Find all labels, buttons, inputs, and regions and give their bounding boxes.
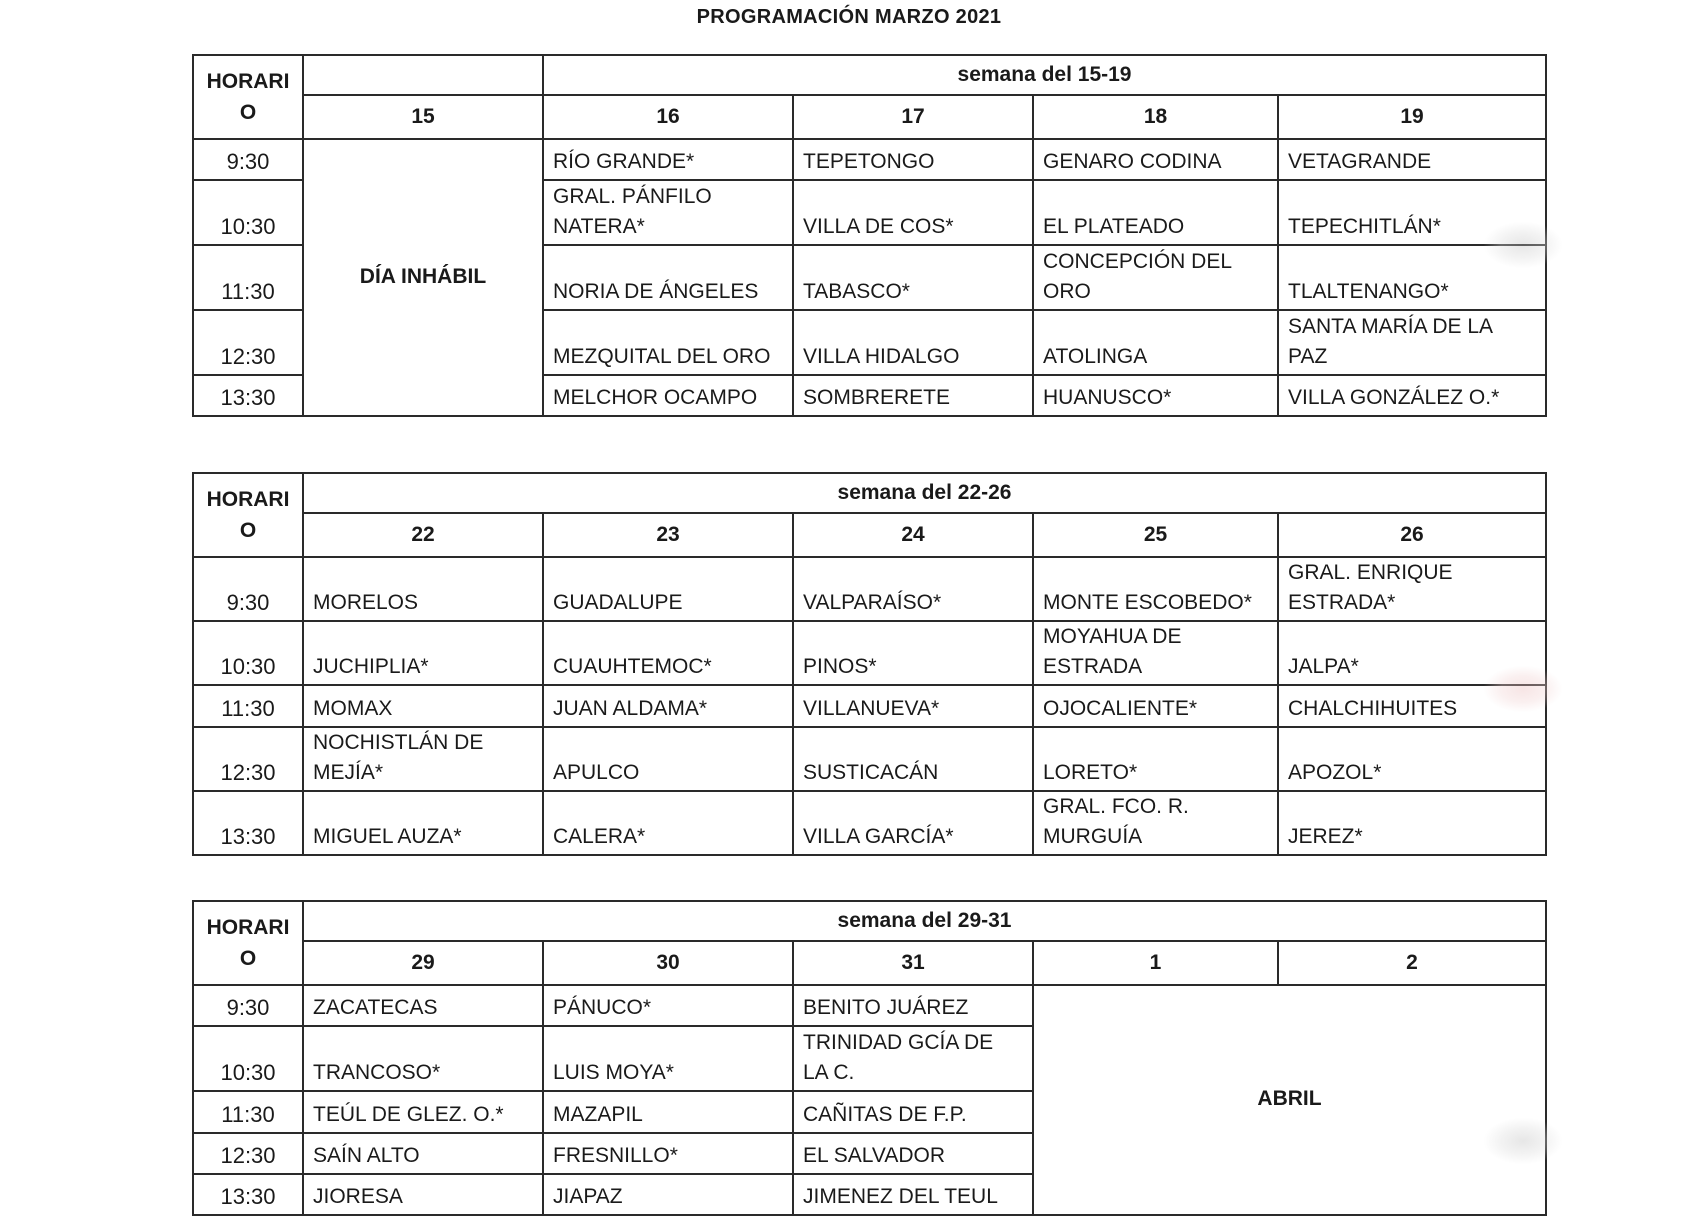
day-header: 23 [543, 513, 793, 557]
schedule-cell: SANTA MARÍA DE LA PAZ [1278, 310, 1546, 375]
week-label: semana del 15-19 [543, 55, 1546, 95]
schedule-cell: MOYAHUA DE ESTRADA [1033, 621, 1278, 685]
schedule-cell: GUADALUPE [543, 557, 793, 621]
holiday-cell: DÍA INHÁBIL [303, 139, 543, 416]
schedule-cell: JUCHIPLIA* [303, 621, 543, 685]
schedule-cell: FRESNILLO* [543, 1133, 793, 1174]
schedule-cell: APULCO [543, 727, 793, 791]
day-header: 31 [793, 941, 1033, 985]
time-cell: 13:30 [193, 791, 303, 855]
day-header: 26 [1278, 513, 1546, 557]
schedule-cell: GRAL. PÁNFILO NATERA* [543, 180, 793, 245]
schedule-cell: JIAPAZ [543, 1174, 793, 1215]
stamp-mark [1484, 222, 1562, 268]
april-cell: ABRIL [1033, 985, 1546, 1215]
schedule-cell: TRINIDAD GCÍA DE LA C. [793, 1026, 1033, 1091]
time-cell: 11:30 [193, 1091, 303, 1133]
schedule-cell: RÍO GRANDE* [543, 139, 793, 180]
schedule-cell: GRAL. FCO. R. MURGUÍA [1033, 791, 1278, 855]
schedule-cell: MONTE ESCOBEDO* [1033, 557, 1278, 621]
stamp-mark [1484, 1118, 1562, 1164]
schedule-cell: ZACATECAS [303, 985, 543, 1026]
schedule-cell: MEZQUITAL DEL ORO [543, 310, 793, 375]
time-cell: 12:30 [193, 1133, 303, 1174]
time-cell: 10:30 [193, 621, 303, 685]
day-header: 1 [1033, 941, 1278, 985]
schedule-cell: PÁNUCO* [543, 985, 793, 1026]
schedule-cell: CAÑITAS DE F.P. [793, 1091, 1033, 1133]
schedule-cell: TEPETONGO [793, 139, 1033, 180]
schedule-cell: BENITO JUÁREZ [793, 985, 1033, 1026]
schedule-cell: APOZOL* [1278, 727, 1546, 791]
time-cell: 13:30 [193, 1174, 303, 1215]
time-cell: 11:30 [193, 685, 303, 727]
schedule-cell: SUSTICACÁN [793, 727, 1033, 791]
day-header: 17 [793, 95, 1033, 139]
day-header: 16 [543, 95, 793, 139]
schedule-cell: VILLANUEVA* [793, 685, 1033, 727]
schedule-cell: TEPECHITLÁN* [1278, 180, 1546, 245]
time-cell: 13:30 [193, 375, 303, 416]
schedule-cell: JEREZ* [1278, 791, 1546, 855]
schedule-table-week-1 [192, 54, 1547, 417]
schedule-cell: VETAGRANDE [1278, 139, 1546, 180]
time-cell: 9:30 [193, 139, 303, 180]
schedule-cell: PINOS* [793, 621, 1033, 685]
schedule-cell: OJOCALIENTE* [1033, 685, 1278, 727]
schedule-cell: VILLA GARCÍA* [793, 791, 1033, 855]
schedule-cell: JIMENEZ DEL TEUL [793, 1174, 1033, 1215]
schedule-cell: JIORESA [303, 1174, 543, 1215]
schedule-table-week-2 [192, 472, 1547, 856]
time-cell: 10:30 [193, 1026, 303, 1091]
schedule-cell: JUAN ALDAMA* [543, 685, 793, 727]
schedule-cell: VILLA DE COS* [793, 180, 1033, 245]
schedule-cell: VALPARAÍSO* [793, 557, 1033, 621]
schedule-cell: CALERA* [543, 791, 793, 855]
schedule-cell: TABASCO* [793, 245, 1033, 310]
schedule-cell: SOMBRERETE [793, 375, 1033, 416]
schedule-cell: GRAL. ENRIQUE ESTRADA* [1278, 557, 1546, 621]
day-header: 25 [1033, 513, 1278, 557]
schedule-cell: HUANUSCO* [1033, 375, 1278, 416]
schedule-cell: MELCHOR OCAMPO [543, 375, 793, 416]
schedule-cell: TRANCOSO* [303, 1026, 543, 1091]
day-header: 2 [1278, 941, 1546, 985]
week-label: semana del 29-31 [303, 901, 1546, 941]
schedule-cell: SAÍN ALTO [303, 1133, 543, 1174]
schedule-cell: LORETO* [1033, 727, 1278, 791]
schedule-cell: MAZAPIL [543, 1091, 793, 1133]
schedule-cell: CUAUHTEMOC* [543, 621, 793, 685]
schedule-table-week-3 [192, 900, 1547, 1216]
schedule-cell: CONCEPCIÓN DEL ORO [1033, 245, 1278, 310]
week-label: semana del 22-26 [303, 473, 1546, 513]
day-header: 30 [543, 941, 793, 985]
schedule-cell: MIGUEL AUZA* [303, 791, 543, 855]
day-header: 18 [1033, 95, 1278, 139]
schedule-cell: EL SALVADOR [793, 1133, 1033, 1174]
time-cell: 9:30 [193, 557, 303, 621]
schedule-cell: TLALTENANGO* [1278, 245, 1546, 310]
schedule-cell: ATOLINGA [1033, 310, 1278, 375]
horario-header: HORARI O [193, 473, 303, 557]
time-cell: 12:30 [193, 727, 303, 791]
time-cell: 10:30 [193, 180, 303, 245]
schedule-cell: NOCHISTLÁN DE MEJÍA* [303, 727, 543, 791]
stamp-mark [1484, 666, 1562, 712]
day-header: 29 [303, 941, 543, 985]
schedule-cell: TEÚL DE GLEZ. O.* [303, 1091, 543, 1133]
schedule-cell: VILLA GONZÁLEZ O.* [1278, 375, 1546, 416]
schedule-cell: JALPA* [1278, 621, 1546, 685]
page-title: PROGRAMACIÓN MARZO 2021 [696, 6, 1002, 28]
time-cell: 12:30 [193, 310, 303, 375]
schedule-cell: CHALCHIHUITES [1278, 685, 1546, 727]
day-header: 15 [303, 95, 543, 139]
day-header: 24 [793, 513, 1033, 557]
day-header: 19 [1278, 95, 1546, 139]
schedule-cell: EL PLATEADO [1033, 180, 1278, 245]
schedule-cell: VILLA HIDALGO [793, 310, 1033, 375]
day-header: 22 [303, 513, 543, 557]
horario-header: HORARI O [193, 55, 303, 139]
blank-header-cell [303, 55, 543, 95]
horario-header: HORARI O [193, 901, 303, 985]
schedule-cell: NORIA DE ÁNGELES [543, 245, 793, 310]
schedule-cell: GENARO CODINA [1033, 139, 1278, 180]
time-cell: 11:30 [193, 245, 303, 310]
schedule-cell: MORELOS [303, 557, 543, 621]
schedule-cell: MOMAX [303, 685, 543, 727]
time-cell: 9:30 [193, 985, 303, 1026]
schedule-cell: LUIS MOYA* [543, 1026, 793, 1091]
